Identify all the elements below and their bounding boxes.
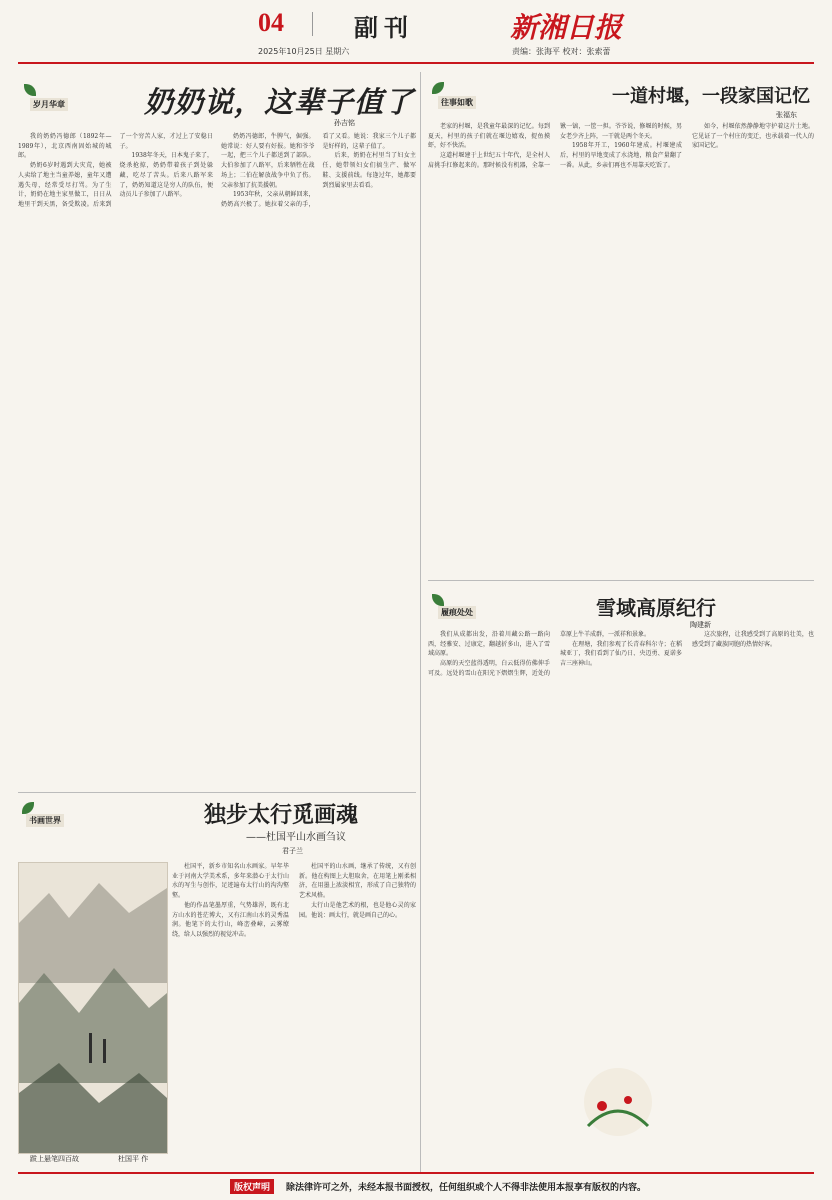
header-rule [18, 62, 814, 64]
paper-logo: 新湘日报 [510, 11, 623, 44]
article-nainai [18, 70, 416, 790]
paragraph: 太行山是他艺术的根，也是他心灵的家园。他说：画太行，就是画自己的心。 [299, 901, 416, 919]
paragraph: 这道村堰建于上世纪五十年代，是全村人肩挑手扛修起来的。那时候没有机器，全靠一锹一镐，一筐一担。爷爷说，修堰的时候，男女老少齐上阵，一干就是两个冬天。 [428, 123, 682, 169]
column-tag: 履痕处处 [438, 606, 476, 619]
section-divider-right [428, 580, 814, 581]
declaration-text: 除法律许可之外，未经本报书面授权，任何组织或个人不得非法使用本报享有版权的内容。 [286, 1183, 647, 1193]
decorative-illustration [558, 1056, 678, 1146]
header-divider-left [312, 12, 313, 36]
column-tag: 往事如歌 [438, 96, 476, 109]
leaf-icon [24, 84, 36, 96]
footer-rule [18, 1172, 814, 1174]
section-title: 副刊 [354, 13, 414, 42]
footer-bar [18, 1178, 814, 1194]
article-author: 孙吉铭 [334, 119, 355, 127]
article-taihang [18, 796, 416, 1166]
leaf-icon [22, 802, 34, 814]
paragraph: 杜国平的山水画，继承了传统，又有创新。他在构图上大胆取舍，在用笔上刚柔相济，在用墨上浓淡相宜，形成了自己独特的艺术风格。 [299, 863, 416, 900]
vertical-divider [420, 72, 421, 1172]
paragraph: 我的奶奶冯德郎（1892年—1989年），北京西南固始城的城郎。 [18, 133, 112, 160]
paragraph: 奶奶6岁时遇到大灾荒，她被人卖给了地主当童养媳，童年又遭遇失母，经常受尽打骂。为了生计，奶奶在地主家里做工，日日从地里干到天黑，备受欺凌。后来到了一个穷苦人家，才过上了安稳日子。 [18, 133, 213, 208]
paragraph: 1953年秋，父亲从朝鲜回来，奶奶高兴极了。她拉着父亲的手，看了又看。她说：我家三个儿子都是好样的，这辈子值了。 [221, 133, 416, 208]
article-author: 陶建新 [690, 621, 711, 629]
paragraph: 奶奶冯德郎，牛脾气，倔强。她常说：好人要有好报。她和爷爷一起，把三个儿子都送到了部队。大伯参加了八路军，后来牺牲在战场上；二伯在解放战争中负了伤。父亲参加了抗美援朝。 [221, 133, 315, 189]
article-cunyan [428, 70, 814, 590]
article-author: 张福东 [776, 111, 797, 119]
article-title: 独步太行觅画魂 [204, 802, 359, 828]
paragraph: 1958年开工，1960年建成。村堰建成后，村里的旱地变成了水浇地，粮食产量翻了一番。从此，乡亲们再也不用靠天吃饭了。 [560, 142, 682, 169]
section-divider-left [18, 792, 416, 793]
paragraph: 1938年冬天，日本鬼子来了，烧杀抢掠，奶奶带着孩子到处躲藏，吃尽了苦头。后来八路军来了，奶奶知道这是穷人的队伍，便动员儿子参加了八路军。 [119, 152, 213, 199]
article-title: 一道村堰，一段家国记忆 [612, 86, 810, 107]
page-header [0, 0, 832, 70]
paragraph: 这次旅程，让我感受到了高原的壮美，也感受到了藏族同胞的热情好客。 [692, 631, 814, 648]
paragraph: 后来，奶奶在村里当了妇女主任，她带领妇女们搞生产、做军鞋、支援前线。每逢过年，她都要到烈属家里去看看。 [322, 152, 416, 189]
painting-caption-right: 杜国平 作 [118, 1155, 149, 1163]
editor-credits: 责编：张海平 校对：张索蕾 [512, 47, 611, 56]
column-tag: 书画世界 [26, 814, 64, 827]
article-xueyu [428, 586, 814, 1166]
article-body [18, 132, 416, 786]
paragraph: 老家的村堰，是我童年最深的记忆。每到夏天，村里的孩子们就在堰边嬉戏，捉鱼摸虾，好不快活。 [428, 123, 550, 150]
column-tag: 岁月华章 [30, 98, 68, 111]
article-body [172, 862, 416, 1162]
paragraph: 高原的天空蓝得透明，白云低得仿佛伸手可及。远处的雪山在阳光下熠熠生辉，近处的草原上牛羊成群，一派祥和景象。 [428, 631, 651, 677]
painting-caption-left: 跋上悬笔四百故 [30, 1155, 79, 1163]
article-title: 雪域高原纪行 [596, 596, 716, 620]
leaf-icon [432, 594, 444, 606]
paragraph: 杜国平，新乡市知名山水画家。早年毕业于河南大学美术系，多年来潜心于太行山水的写生与创作，足迹遍布太行山的沟沟壑壑。 [172, 863, 289, 900]
paragraph: 他的作品笔墨厚重，气势雄浑，既有北方山水的苍茫博大，又有江南山水的灵秀温润。他笔下的太行山，峰峦叠嶂，云雾缭绕，给人以强烈的视觉冲击。 [172, 901, 289, 938]
article-subtitle: ——杜国平山水画刍议 [246, 832, 346, 843]
landscape-painting [18, 862, 168, 1154]
page-number: 04 [258, 8, 284, 37]
paragraph: 如今，村堰依然静静地守护着这片土地。它见证了一个村庄的变迁，也承载着一代人的家国记忆。 [692, 123, 814, 150]
article-body [428, 122, 814, 582]
article-title: 奶奶说，这辈子值了 [144, 85, 415, 119]
paragraph: 在理塘，我们参观了长青春科尔寺；在稻城亚丁，我们看到了仙乃日、央迈勇、夏诺多吉三座神山。 [560, 640, 682, 668]
article-author: 君子兰 [282, 847, 303, 855]
paragraph: 我们从成都出发，沿着川藏公路一路向西，经雅安、过康定，翻越折多山，进入了雪域高原。 [428, 631, 550, 658]
declaration-tag: 版权声明 [230, 1179, 274, 1194]
issue-date: 2025年10月25日 星期六 [258, 47, 350, 56]
leaf-icon [432, 82, 444, 94]
